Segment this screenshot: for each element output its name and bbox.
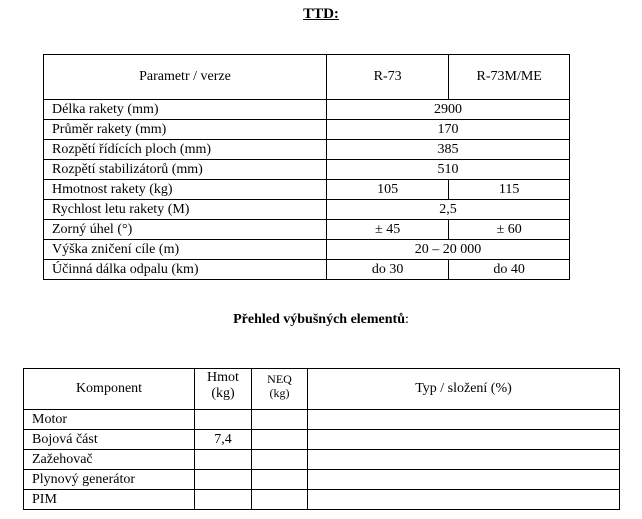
- component-neq: [252, 470, 308, 490]
- component-neq: [252, 490, 308, 510]
- header-neq-label: NEQ: [267, 372, 292, 386]
- ttd-row-label: Rozpětí stabilizátorů (mm): [44, 160, 327, 180]
- ttd-row-label: Hmotnost rakety (kg): [44, 180, 327, 200]
- component-hmot: [195, 410, 252, 430]
- component-type: [308, 490, 620, 510]
- header-hmot-unit: (kg): [211, 386, 235, 401]
- header-hmot: [195, 369, 252, 410]
- ttd-row-value-r73: 105: [326, 180, 448, 200]
- ttd-header-row: [44, 55, 570, 100]
- ttd-row-view-angle: [44, 220, 570, 240]
- ttd-row-value: 385: [326, 140, 569, 160]
- components-header-row: [24, 369, 620, 410]
- ttd-row-value: 2900: [326, 100, 569, 120]
- ttd-row-label: Účinná dálka odpalu (km): [44, 260, 327, 280]
- ttd-row-value-r73: ± 45: [326, 220, 448, 240]
- component-type: [308, 430, 620, 450]
- ttd-row-value-r73m: ± 60: [449, 220, 570, 240]
- ttd-row-label: Rychlost letu rakety (M): [44, 200, 327, 220]
- ttd-row-value-r73m: do 40: [449, 260, 570, 280]
- header-neq-unit: (kg): [269, 386, 290, 400]
- component-hmot: 7,4: [195, 430, 252, 450]
- ttd-row-label: Průměr rakety (mm): [44, 120, 327, 140]
- component-neq: [252, 410, 308, 430]
- components-row-igniter: [24, 450, 620, 470]
- component-name: Bojová část: [24, 430, 195, 450]
- ttd-row-speed: [44, 200, 570, 220]
- component-hmot: [195, 490, 252, 510]
- ttd-row-altitude: [44, 240, 570, 260]
- ttd-row-value: 20 – 20 000: [326, 240, 569, 260]
- component-name: Motor: [24, 410, 195, 430]
- ttd-table: [43, 54, 570, 280]
- ttd-row-label: Rozpětí řídících ploch (mm): [44, 140, 327, 160]
- ttd-header-parameter: Parametr / verze: [44, 55, 327, 100]
- components-row-motor: [24, 410, 620, 430]
- ttd-row-control-span: [44, 140, 570, 160]
- components-table: [23, 368, 620, 510]
- section-subtitle-text: Přehled výbušných elementů: [233, 312, 405, 327]
- ttd-row-label: Zorný úhel (°): [44, 220, 327, 240]
- header-type: Typ / složení (%): [308, 369, 620, 410]
- component-name: Plynový generátor: [24, 470, 195, 490]
- ttd-row-value: 2,5: [326, 200, 569, 220]
- component-type: [308, 470, 620, 490]
- header-component: Komponent: [24, 369, 195, 410]
- ttd-row-range: [44, 260, 570, 280]
- components-row-gas-generator: [24, 470, 620, 490]
- ttd-row-length: [44, 100, 570, 120]
- section-subtitle: [0, 312, 642, 328]
- component-hmot: [195, 450, 252, 470]
- component-hmot: [195, 470, 252, 490]
- component-name: Zažehovač: [24, 450, 195, 470]
- ttd-row-diameter: [44, 120, 570, 140]
- ttd-row-value: 170: [326, 120, 569, 140]
- ttd-row-value-r73: do 30: [326, 260, 448, 280]
- ttd-row-label: Výška zničení cíle (m): [44, 240, 327, 260]
- component-type: [308, 410, 620, 430]
- ttd-row-value-r73m: 115: [449, 180, 570, 200]
- ttd-row-label: Délka rakety (mm): [44, 100, 327, 120]
- components-row-pim: [24, 490, 620, 510]
- header-hmot-label: Hmot: [207, 370, 239, 385]
- header-neq: [252, 369, 308, 410]
- ttd-header-r73m: R-73M/ME: [449, 55, 570, 100]
- ttd-row-value: 510: [326, 160, 569, 180]
- component-neq: [252, 450, 308, 470]
- document-title: TTD:: [303, 6, 339, 22]
- section-subtitle-colon: :: [405, 312, 409, 327]
- component-type: [308, 450, 620, 470]
- ttd-header-r73: R-73: [326, 55, 448, 100]
- component-neq: [252, 430, 308, 450]
- component-name: PIM: [24, 490, 195, 510]
- components-row-warhead: [24, 430, 620, 450]
- ttd-row-stabilizer-span: [44, 160, 570, 180]
- ttd-row-mass: [44, 180, 570, 200]
